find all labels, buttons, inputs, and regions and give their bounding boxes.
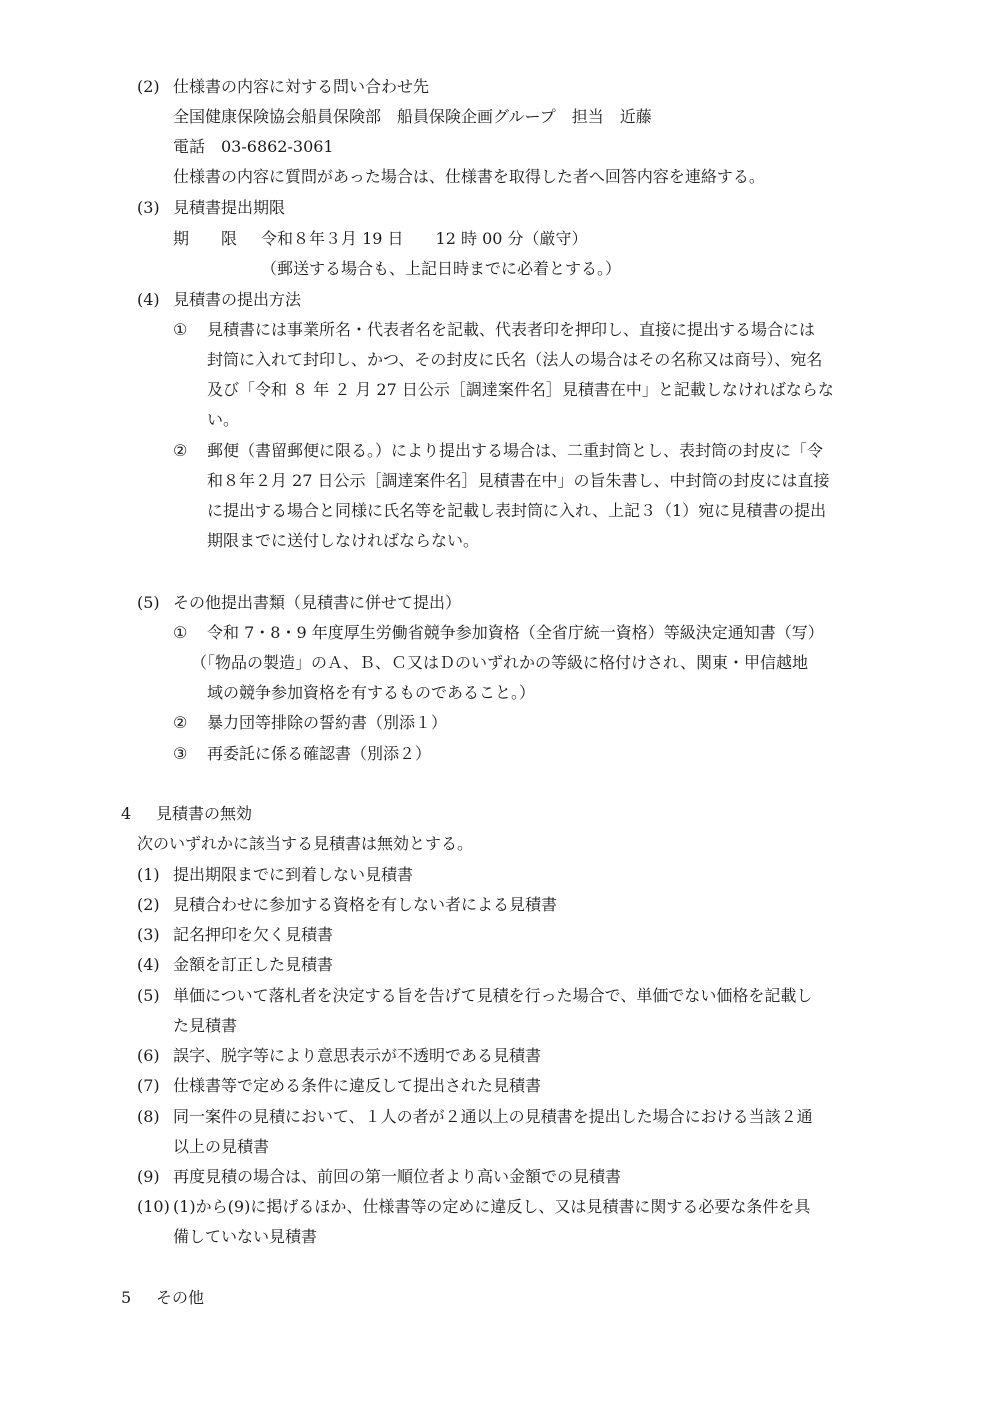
list-number: (4) [137, 955, 160, 974]
list-item-line: た見積書 [173, 1016, 238, 1035]
list-item-line: 封筒に入れて封印し、かつ、その封皮に氏名（法人の場合はその名称又は商号）、宛名 [207, 350, 823, 369]
inquiry-note: 仕様書の内容に質問があった場合は、仕様書を取得した者へ回答内容を連絡する。 [173, 167, 765, 186]
list-item-line: 単価について落札者を決定する旨を告げて見積を行った場合で、単価でない価格を記載し [173, 986, 813, 1005]
subsection-title: その他提出書類（見積書に併せて提出） [173, 593, 462, 612]
section-title: 見積書の無効 [156, 804, 253, 823]
subsection-title: 見積書提出期限 [173, 198, 286, 217]
list-number: (1) [137, 865, 160, 884]
list-item-line: 及び「令和 ８ 年 ２ 月 27 日公示［調達案件名］見積書在中」と記載しなければならな [207, 380, 834, 399]
list-item-line: （「物品の製造」のＡ、Ｂ、Ｃ又はＤのいずれかの等級に格付けされ、関東・甲信越地 [191, 653, 808, 672]
list-item-line: 見積合わせに参加する資格を有しない者による見積書 [173, 895, 558, 914]
list-item-line: 記名押印を欠く見積書 [173, 925, 334, 944]
subsection-number: (4) [137, 290, 160, 309]
list-number: (5) [137, 986, 160, 1005]
list-number: (8) [137, 1107, 160, 1126]
list-number: (10) [137, 1197, 170, 1216]
list-item-line: 和８年２月 27 日公示［調達案件名］見積書在中」の旨朱書し、中封筒の封皮には直接 [207, 471, 830, 490]
contact-phone: 電話 03-6862-3061 [173, 137, 334, 156]
list-item-line: (1)から(9)に掲げるほか、仕様書等の定めに違反し、又は見積書に関する必要な条件を具 [173, 1197, 811, 1216]
section-title: その他 [156, 1288, 205, 1307]
list-marker: ① [173, 320, 188, 339]
list-item-line: 以上の見積書 [173, 1137, 270, 1156]
list-marker: ② [173, 713, 188, 732]
list-item-line: 提出期限までに到着しない見積書 [173, 865, 414, 884]
contact-department: 全国健康保険協会船員保険部 船員保険企画グループ 担当 近藤 [173, 107, 652, 126]
list-item-line: 同一案件の見積において、１人の者が２通以上の見積書を提出した場合における当該２通 [173, 1107, 813, 1126]
subsection-title: 仕様書の内容に対する問い合わせ先 [173, 77, 430, 96]
list-item-line: 期限までに送付しなければならない。 [207, 531, 480, 550]
list-item-line: に提出する場合と同様に氏名等を記載し表封筒に入れ、上記３（1）宛に見積書の提出 [207, 501, 827, 520]
list-marker: ③ [173, 744, 188, 763]
list-number: (7) [137, 1076, 160, 1095]
list-item-line: 暴力団等排除の誓約書（別添１） [207, 713, 448, 732]
list-item-line: 再度見積の場合は、前回の第一順位者より高い金額での見積書 [173, 1167, 622, 1186]
list-item-line: 域の競争参加資格を有するものであること。） [207, 683, 536, 702]
list-marker: ② [173, 441, 188, 460]
section-number: 5 [121, 1288, 132, 1307]
list-number: (9) [137, 1167, 160, 1186]
list-number: (3) [137, 925, 160, 944]
list-item-line: 仕様書等で定める条件に違反して提出された見積書 [173, 1076, 542, 1095]
subsection-title: 見積書の提出方法 [173, 290, 302, 309]
section-intro: 次のいずれかに該当する見積書は無効とする。 [137, 834, 474, 853]
list-number: (6) [137, 1046, 160, 1065]
list-item-line: 令和 7・8・9 年度厚生労働省競争参加資格（全省庁統一資格）等級決定通知書（写） [207, 623, 824, 642]
subsection-number: (5) [137, 593, 160, 612]
subsection-number: (3) [137, 198, 160, 217]
list-item-line: 再委託に係る確認書（別添２） [207, 744, 432, 763]
list-item-line: 誤字、脱字等により意思表示が不透明である見積書 [173, 1046, 542, 1065]
list-number: (2) [137, 895, 160, 914]
deadline-label: 期 限 [173, 229, 238, 248]
list-item-line: 見積書には事業所名・代表者名を記載、代表者印を押印し、直接に提出する場合には [207, 320, 816, 339]
deadline-value: 令和８年３月 19 日 12 時 00 分（厳守） [261, 229, 588, 248]
list-item-line: 備していない見積書 [173, 1227, 318, 1246]
list-item-line: 金額を訂正した見積書 [173, 955, 334, 974]
deadline-note: （郵送する場合も、上記日時までに必着とする。） [261, 259, 622, 278]
subsection-number: (2) [137, 77, 160, 96]
list-item-line: 郵便（書留郵便に限る。）により提出する場合は、二重封筒とし、表封筒の封皮に「令 [207, 441, 824, 460]
list-item-line: い。 [207, 410, 240, 429]
list-marker: ① [173, 623, 188, 642]
section-number: 4 [121, 804, 132, 823]
